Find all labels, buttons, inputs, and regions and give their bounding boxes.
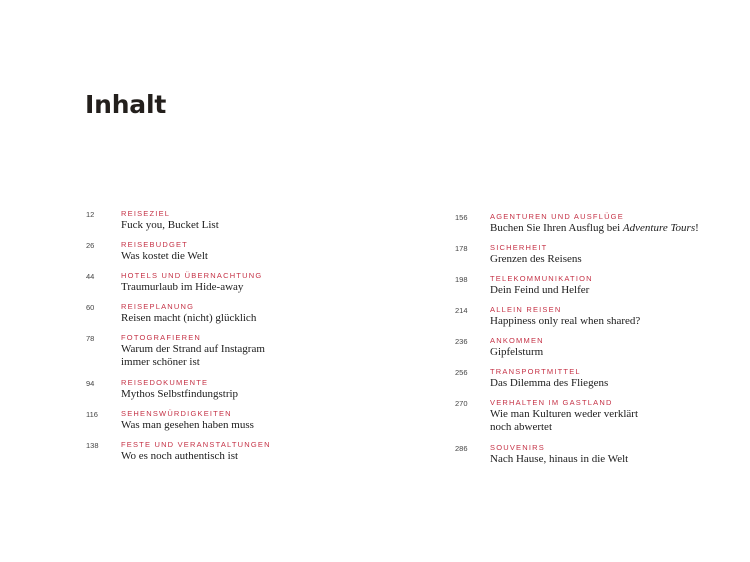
toc-title-line: noch abwertet [490,421,552,433]
toc-category: SOUVENIRS [490,443,545,452]
toc-title [490,377,608,390]
toc-title-line: Grenzen des Reisens [490,253,582,265]
toc-entry [86,239,386,270]
toc-category: SEHENSWÜRDIGKEITEN [121,409,232,418]
toc-category: TRANSPORTMITTEL [490,367,581,376]
toc-category: REISEZIEL [121,209,171,218]
toc-title-line: Traumurlaub im Hide-away [121,281,244,293]
toc-entry [455,304,725,335]
toc-title [121,388,238,401]
toc-page-number: 94 [86,379,95,388]
toc-title-line: Nach Hause, hinaus in die Welt [490,453,629,465]
toc-page-number: 214 [455,306,468,315]
toc-title [490,253,582,266]
toc-entry [86,332,386,377]
toc-title [490,408,638,434]
toc-category: AGENTUREN UND AUSFLÜGE [490,212,624,221]
toc-page-number: 116 [86,410,98,419]
toc-category: TELEKOMMUNIKATION [490,274,593,283]
toc-category: REISEDOKUMENTE [121,378,209,387]
toc-title [490,222,699,235]
toc-column-right [455,211,725,473]
toc-category: ALLEIN REISEN [490,305,562,314]
toc-entry [455,442,725,473]
toc-column-left [86,208,386,470]
toc-title-line: Reisen macht (nicht) glücklich [121,312,257,324]
toc-page-number: 138 [86,441,99,450]
toc-entry [86,301,386,332]
toc-title [121,250,208,263]
toc-page-number: 178 [455,244,468,253]
toc-title [121,312,256,325]
toc-entry [455,242,725,273]
toc-entry [455,397,725,442]
toc-title [490,453,628,466]
toc-title-line: Wo es noch authentisch ist [121,450,239,462]
toc-title-text: Buchen Sie Ihren Ausflug bei [490,222,623,234]
toc-page-number: 78 [86,334,95,343]
toc-title [490,315,640,328]
toc-page-number: 156 [455,213,468,222]
toc-title-suffix: ! [695,222,699,234]
toc-title-line: Wie man Kulturen weder verklärt [490,408,638,420]
toc-entry [86,439,386,470]
toc-category: SICHERHEIT [490,243,548,252]
toc-entry [455,366,725,397]
toc-entry [455,273,725,304]
toc-title-line: Was man gesehen haben muss [121,419,254,431]
toc-title [121,281,243,294]
toc-title [121,219,219,232]
page-title: Inhalt [85,90,167,119]
toc-title [121,419,254,432]
toc-entry [455,211,725,242]
toc-title [490,346,543,359]
toc-page-number: 270 [455,399,468,408]
toc-title [121,343,265,369]
toc-category: HOTELS UND ÜBERNACHTUNG [121,271,263,280]
toc-title-line: immer schöner ist [121,356,200,368]
toc-entry [86,208,386,239]
toc-page-number: 286 [455,444,468,453]
toc-page-number: 198 [455,275,468,284]
toc-category: ANKOMMEN [490,336,544,345]
toc-page-number: 44 [86,272,95,281]
toc-title-line [490,222,699,235]
toc-title-line: Fuck you, Bucket List [121,219,219,231]
toc-title [121,450,238,463]
toc-category: VERHALTEN IM GASTLAND [490,398,613,407]
toc-title-italic: Adventure Tours [622,222,696,234]
toc-category: REISEBUDGET [121,240,188,249]
toc-category: FOTOGRAFIEREN [121,333,202,342]
toc-page-number: 26 [86,241,95,250]
toc-title [490,284,589,297]
toc-title-line: Das Dilemma des Fliegens [490,377,609,389]
toc-title-line: Mythos Selbstfindungstrip [121,388,239,400]
toc-title-line: Was kostet die Welt [121,250,208,262]
toc-title-line: Dein Feind und Helfer [490,284,590,296]
toc-entry [455,335,725,366]
toc-category: REISEPLANUNG [121,302,195,311]
toc-entry [86,377,386,408]
toc-page-number: 12 [86,210,95,219]
toc-title-line: Gipfelsturm [490,346,544,358]
toc-title-line: Happiness only real when shared? [490,315,641,327]
toc-page-number: 256 [455,368,468,377]
toc-category: FESTE UND VERANSTALTUNGEN [121,440,271,449]
toc-page-number: 60 [86,303,95,312]
toc-entry [86,408,386,439]
toc-entry [86,270,386,301]
toc-title-line: Warum der Strand auf Instagram [121,343,265,355]
toc-page-number: 236 [455,337,468,346]
